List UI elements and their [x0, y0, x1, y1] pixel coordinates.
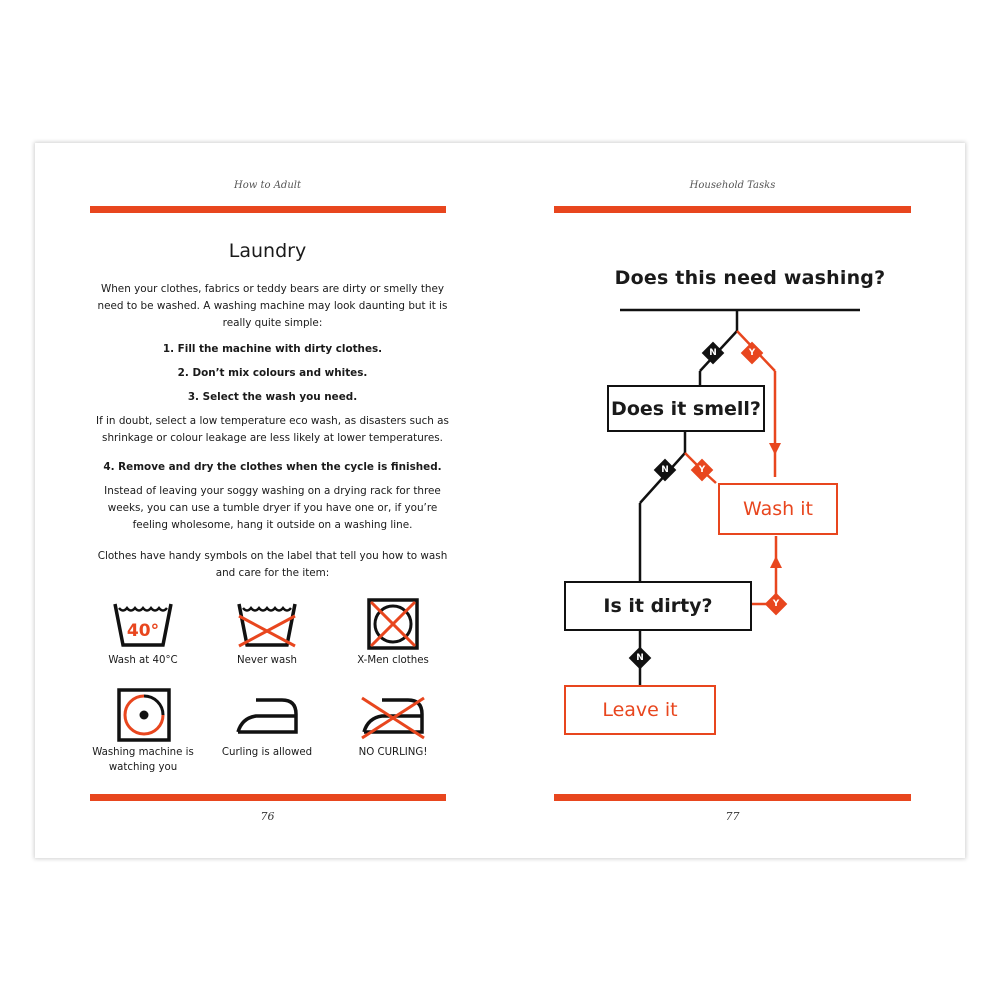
page-number-left: 76	[260, 810, 275, 823]
running-head-right: Household Tasks	[689, 180, 776, 191]
step-3: 3. Select the wash you need.	[187, 391, 358, 403]
symbol-caption: Never wash	[237, 655, 297, 666]
do-not-tumble-dry-icon	[361, 598, 425, 650]
step-2: 2. Don’t mix colours and whites.	[177, 367, 368, 379]
book-spread	[35, 143, 965, 858]
top-rule-left	[90, 206, 446, 213]
symbol-curling	[207, 688, 327, 760]
node-wash-it: Wash it	[718, 483, 838, 535]
yes-badge: Y	[748, 348, 756, 358]
flowchart-question: Does this need washing?	[614, 267, 886, 289]
symbol-watching	[83, 688, 203, 775]
symbol-never-wash	[207, 598, 327, 668]
symbol-caption: NO CURLING!	[358, 747, 428, 758]
left-page	[35, 143, 500, 858]
no-badge: N	[636, 653, 644, 663]
do-not-wash-icon	[235, 598, 299, 650]
page-title: Laundry	[228, 240, 307, 262]
tumble-dry-icon	[111, 688, 175, 742]
step-4: 4. Remove and dry the clothes when the cycle is finished.	[103, 461, 442, 473]
symbol-no-curling	[333, 688, 453, 760]
wash-temp-label: 40°	[126, 621, 160, 641]
node-dirty: Is it dirty?	[564, 581, 752, 631]
yes-badge: Y	[698, 465, 706, 475]
no-badge: N	[661, 465, 669, 475]
yes-badge: Y	[772, 599, 780, 609]
step-1: 1. Fill the machine with dirty clothes.	[162, 343, 383, 355]
tip-paragraph: If in doubt, select a low temperature eco wash, as disasters such as shrinkage or colour leakage are less likely at lower temperatures.	[96, 415, 449, 444]
running-head-left: How to Adult	[234, 180, 301, 191]
symbol-caption: X-Men clothes	[357, 655, 429, 666]
right-page	[500, 143, 965, 858]
intro-paragraph: When your clothes, fabrics or teddy bears are dirty or smelly they need to be washed. A washing machine may look daunting but it is really quite simple:	[97, 283, 448, 329]
bottom-rule-right	[554, 794, 911, 801]
node-smell: Does it smell?	[607, 385, 765, 432]
drying-paragraph: Instead of leaving your soggy washing on a drying rack for three weeks, you can use a tumble dryer if you have one or, if you’re feeling wholesome, hang it outside on a washing line.	[104, 485, 441, 531]
no-badge: N	[709, 348, 717, 358]
do-not-iron-icon	[358, 688, 428, 742]
symbol-xmen	[333, 598, 453, 668]
page-number-right: 77	[725, 810, 740, 823]
bottom-rule-left	[90, 794, 446, 801]
symbols-intro: Clothes have handy symbols on the label that tell you how to wash and care for the item:	[97, 550, 448, 579]
wash-40-icon	[111, 598, 175, 650]
symbol-caption: Wash at 40°C	[108, 655, 178, 666]
symbol-wash-40	[83, 598, 203, 668]
symbol-caption: Washing machine is watching you	[92, 747, 194, 773]
symbol-caption: Curling is allowed	[221, 747, 313, 758]
node-leave-it: Leave it	[564, 685, 716, 735]
iron-icon	[232, 688, 302, 742]
